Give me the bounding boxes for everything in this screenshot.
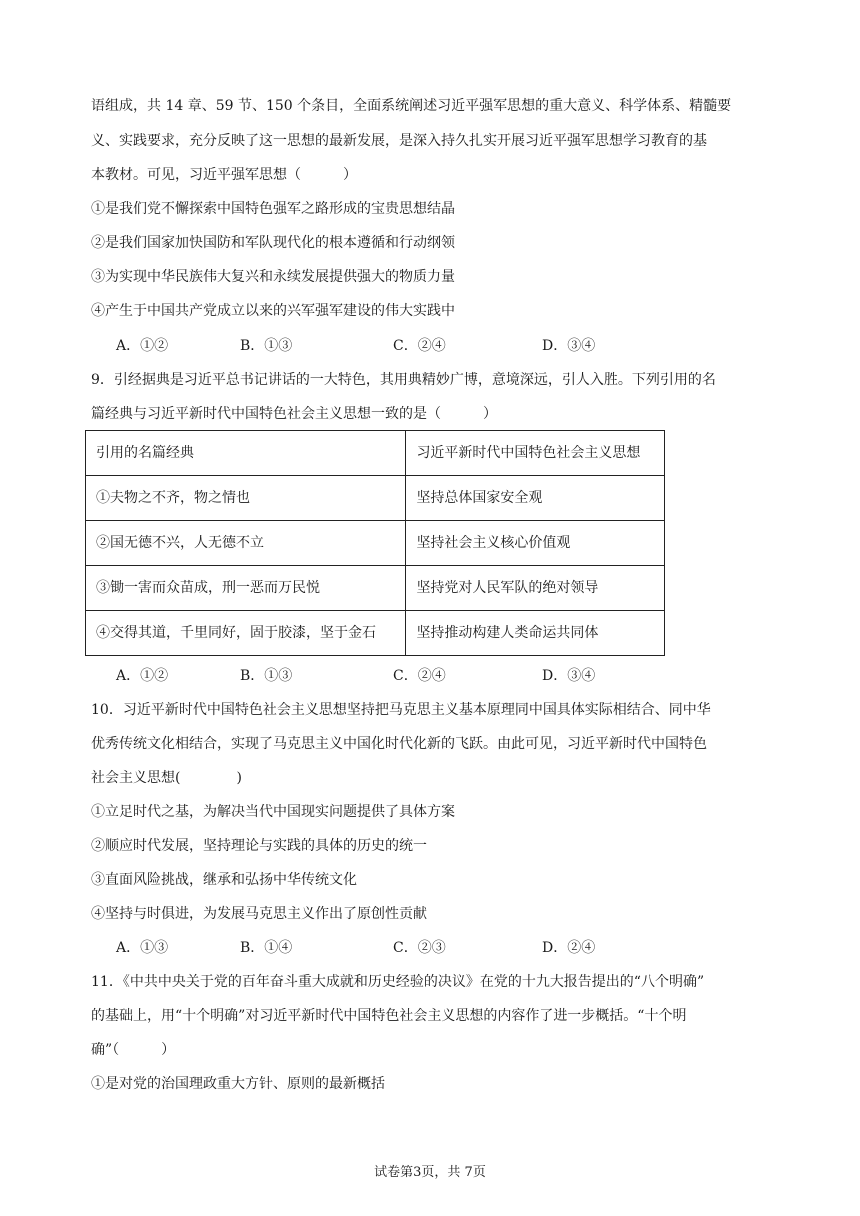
q10-stem-line-1: 10．习近平新时代中国特色社会主义思想坚持把马克思主义基本原理同中国具体实际相结合、同中华	[91, 702, 711, 718]
table-cell-quote: ①夫物之不齐，物之情也	[86, 476, 406, 521]
table-cell-thought: 坚持社会主义核心价值观	[406, 521, 665, 566]
q11-statement-1: ①是对党的治国理政重大方针、原则的最新概括	[91, 1076, 385, 1092]
q8-stem-line-1: 语组成，共 14 章、59 节、150 个条目，全面系统阐述习近平强军思想的重大意义、科学体系、精髓要	[91, 98, 732, 114]
q11-stem-line-3: 确”（ ）	[91, 1042, 176, 1058]
table-header-quotes: 引用的名篇经典	[86, 431, 406, 476]
q10-statement-1: ①立足时代之基，为解决当代中国现实问题提供了具体方案	[91, 804, 455, 820]
q10-option-d[interactable]: D．②④	[542, 940, 596, 956]
q10-stem-line-2: 优秀传统文化相结合，实现了马克思主义中国化时代化新的飞跃。由此可见，习近平新时代中国特色	[91, 736, 707, 752]
q8-stem-line-3: 本教材。可见，习近平强军思想（ ）	[91, 167, 357, 183]
q8-option-a[interactable]: A．①②	[116, 338, 169, 354]
q8-statement-4: ④产生于中国共产党成立以来的兴军强军建设的伟大实践中	[91, 303, 455, 319]
table-row	[86, 566, 665, 611]
page-footer: 试卷第3页，共 7页	[374, 1165, 486, 1180]
table-row	[86, 476, 665, 521]
q8-statement-3: ③为实现中华民族伟大复兴和永续发展提供强大的物质力量	[91, 269, 455, 285]
q9-option-a[interactable]: A．①②	[116, 668, 169, 684]
table-row	[86, 521, 665, 566]
q10-option-c[interactable]: C．②③	[393, 940, 446, 956]
table-cell-thought: 坚持总体国家安全观	[406, 476, 665, 521]
q11-stem-line-2: 的基础上，用“十个明确”对习近平新时代中国特色社会主义思想的内容作了进一步概括。“十个明	[91, 1008, 687, 1024]
q9-option-c[interactable]: C．②④	[393, 668, 446, 684]
q8-statement-1: ①是我们党不懈探索中国特色强军之路形成的宝贵思想结晶	[91, 201, 455, 217]
table-cell-quote: ②国无德不兴，人无德不立	[86, 521, 406, 566]
q10-statement-4: ④坚持与时俱进，为发展马克思主义作出了原创性贡献	[91, 906, 427, 922]
q8-statement-2: ②是我们国家加快国防和军队现代化的根本遵循和行动纲领	[91, 235, 455, 251]
table-row	[86, 611, 665, 656]
q10-option-a[interactable]: A．①③	[116, 940, 169, 956]
table-header-thought: 习近平新时代中国特色社会主义思想	[406, 431, 665, 476]
q10-statement-2: ②顺应时代发展，坚持理论与实践的具体的历史的统一	[91, 838, 427, 854]
table-cell-thought: 坚持推动构建人类命运共同体	[406, 611, 665, 656]
q8-option-b[interactable]: B．①③	[240, 338, 293, 354]
table-header-row	[86, 431, 665, 476]
q10-option-b[interactable]: B．①④	[240, 940, 293, 956]
q9-option-b[interactable]: B．①③	[240, 668, 293, 684]
q8-stem-line-2: 义、实践要求，充分反映了这一思想的最新发展，是深入持久扎实开展习近平强军思想学习教育的基	[91, 133, 707, 149]
table-cell-quote: ③锄一害而众苗成，刑一恶而万民悦	[86, 566, 406, 611]
q11-stem-line-1: 11．《中共中央关于党的百年奋斗重大成就和历史经验的决议》在党的十九大报告提出的“八个明确”	[91, 974, 705, 990]
q9-stem-line-2: 篇经典与习近平新时代中国特色社会主义思想一致的是（ ）	[91, 406, 497, 422]
table-cell-quote: ④交得其道，千里同好，固于胶漆，坚于金石	[86, 611, 406, 656]
q9-option-d[interactable]: D．③④	[542, 668, 596, 684]
q10-stem-line-3: 社会主义思想( )	[91, 770, 242, 786]
q8-option-d[interactable]: D．③④	[542, 338, 596, 354]
table-cell-thought: 坚持党对人民军队的绝对领导	[406, 566, 665, 611]
q8-option-c[interactable]: C．②④	[393, 338, 446, 354]
q9-quote-table	[85, 430, 665, 656]
q9-stem-line-1: 9．引经据典是习近平总书记讲话的一大特色，其用典精妙广博，意境深远，引人入胜。下列引用的名	[91, 372, 716, 388]
q10-statement-3: ③直面风险挑战，继承和弘扬中华传统文化	[91, 872, 357, 888]
